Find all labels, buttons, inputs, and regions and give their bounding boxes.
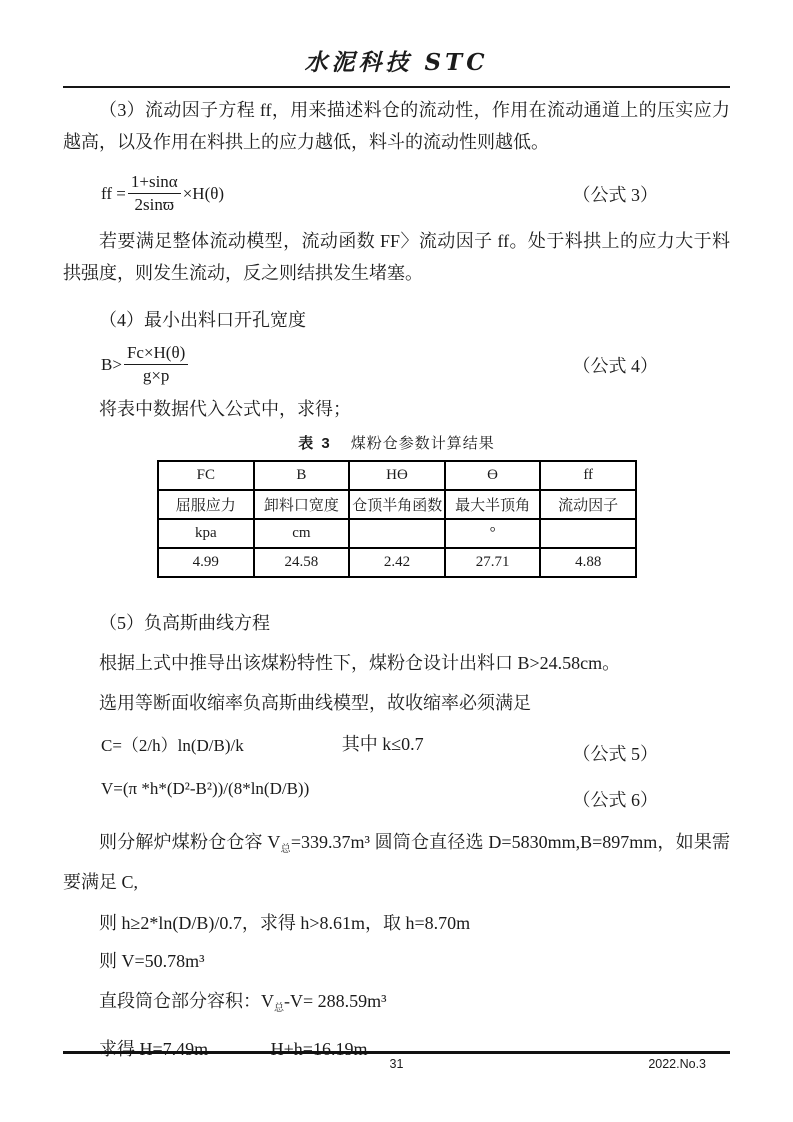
table-row-units bbox=[158, 519, 636, 548]
formula-4-row bbox=[63, 343, 730, 386]
formula-4-denominator: g×p bbox=[142, 366, 170, 385]
table-caption bbox=[63, 432, 730, 453]
header-rule bbox=[63, 86, 730, 88]
page-footer bbox=[63, 1051, 730, 1071]
formula-4-label: （公式 4） bbox=[572, 355, 658, 376]
formula-6: V=(π *h*(D²-B²))/(8*ln(D/B)) bbox=[101, 779, 310, 798]
table-cell bbox=[349, 519, 445, 548]
formula-3-row bbox=[63, 172, 730, 215]
formula-3-rhs: ×H(θ) bbox=[182, 183, 225, 203]
page-content bbox=[63, 0, 730, 1060]
paragraph-cylinder-subscript: 总 bbox=[274, 1003, 284, 1014]
formula-3-label: （公式 3） bbox=[572, 184, 658, 205]
table-cell: 最大半顶角 bbox=[445, 490, 541, 519]
paragraph-cylinder bbox=[63, 990, 730, 1020]
table-cell: 流动因子 bbox=[540, 490, 636, 519]
formula-5: C=（2/h）ln(D/B)/k bbox=[101, 735, 244, 755]
formula-3-numerator: 1+sinα bbox=[128, 172, 181, 194]
paragraph-derive: 根据上式中推导出该煤粉特性下，煤粉仓设计出料口 B>24.58cm。 bbox=[99, 653, 621, 673]
footer-rule bbox=[63, 1051, 730, 1054]
formula-6-label: （公式 6） bbox=[572, 790, 658, 810]
paragraph-result-right: H+h=16.19m bbox=[270, 1039, 368, 1059]
formula-3-lhs: ff = bbox=[101, 183, 126, 203]
formula-4-fraction bbox=[124, 343, 188, 386]
paragraph-cylinder-rest: -V= 288.59m³ bbox=[284, 991, 387, 1011]
table-cell: kpa bbox=[158, 519, 254, 548]
table-cell bbox=[540, 519, 636, 548]
formula-4 bbox=[101, 343, 190, 386]
heading-section-5: （5）负高斯曲线方程 bbox=[99, 613, 270, 633]
footer-text bbox=[63, 1057, 730, 1071]
table-row-symbols bbox=[158, 461, 636, 490]
paragraph-volume-subscript: 总 bbox=[280, 844, 291, 855]
issue-number: 2022.No.3 bbox=[648, 1057, 706, 1071]
formula-6-row bbox=[63, 776, 730, 810]
table-cell: 仓顶半角函数 bbox=[349, 490, 445, 519]
formula-4-numerator: Fc×H(θ) bbox=[124, 343, 188, 365]
parameter-table bbox=[157, 460, 637, 578]
formula-5-label: （公式 5） bbox=[572, 744, 658, 764]
paragraph-v: 则 V=50.78m³ bbox=[99, 951, 205, 971]
table-cell: 卸料口宽度 bbox=[254, 490, 350, 519]
paragraph-volume-prefix: 则分解炉煤粉仓仓容 V bbox=[99, 832, 281, 852]
journal-title: 水泥科技 STC bbox=[304, 49, 489, 76]
page-number: 31 bbox=[389, 1057, 404, 1071]
formula-3-denominator: 2sinϖ bbox=[134, 195, 175, 214]
paragraph-model: 选用等断面收缩率负高斯曲线模型，故收缩率必须满足 bbox=[99, 693, 531, 713]
table-cell: 2.42 bbox=[349, 548, 445, 577]
table-cell: Hϴ bbox=[349, 461, 445, 490]
table-cell: cm bbox=[254, 519, 350, 548]
formula-5-condition: 其中 k≤0.7 bbox=[341, 734, 424, 754]
heading-section-4: （4）最小出料口开孔宽度 bbox=[99, 310, 306, 330]
paragraph-cylinder-prefix: 直段筒仓部分容积：V bbox=[99, 991, 274, 1011]
table-caption-label: 表 3 bbox=[298, 435, 332, 452]
paragraph-volume bbox=[63, 826, 730, 898]
paragraph-substitute: 将表中数据代入公式中，求得； bbox=[99, 399, 351, 419]
paragraph-h: 则 h≥2*ln(D/B)/0.7，求得 h>8.61m，取 h=8.70m bbox=[99, 913, 471, 933]
paragraph-mass-flow: 若要满足整体流动模型，流动函数 FF〉流动因子 ff。处于料拱上的应力大于料拱强度，则发生流动，反之则结拱发生堵塞。 bbox=[63, 231, 730, 283]
table-cell: B bbox=[254, 461, 350, 490]
formula-3 bbox=[101, 172, 224, 215]
table-cell: ° bbox=[445, 519, 541, 548]
table-cell: ϴ bbox=[445, 461, 541, 490]
table-row-names bbox=[158, 490, 636, 519]
table-cell: ff bbox=[540, 461, 636, 490]
table-cell: 屈服应力 bbox=[158, 490, 254, 519]
formula-5-row bbox=[63, 730, 730, 764]
paragraph-flow-factor: （3）流动因子方程 ff，用来描述料仓的流动性，作用在流动通道上的压实应力越高，以及作用在料拱上的应力越低，料斗的流动性则越低。 bbox=[63, 100, 730, 152]
paragraph-volume-rest: =339.37m³ 圆筒仓直径选 D=5830mm,B=897mm，如果需要满足 C, bbox=[63, 832, 731, 892]
formula-4-lhs: B> bbox=[101, 354, 122, 374]
table-cell: 4.99 bbox=[158, 548, 254, 577]
table-cell: FC bbox=[158, 461, 254, 490]
paragraph-result-left: 求得 H=7.49m bbox=[99, 1039, 209, 1059]
formula-3-fraction bbox=[128, 172, 181, 215]
table-cell: 4.88 bbox=[540, 548, 636, 577]
table-row-values bbox=[158, 548, 636, 577]
table-caption-title: 煤粉仓参数计算结果 bbox=[350, 436, 495, 452]
table-cell: 27.71 bbox=[445, 548, 541, 577]
table-cell: 24.58 bbox=[254, 548, 350, 577]
